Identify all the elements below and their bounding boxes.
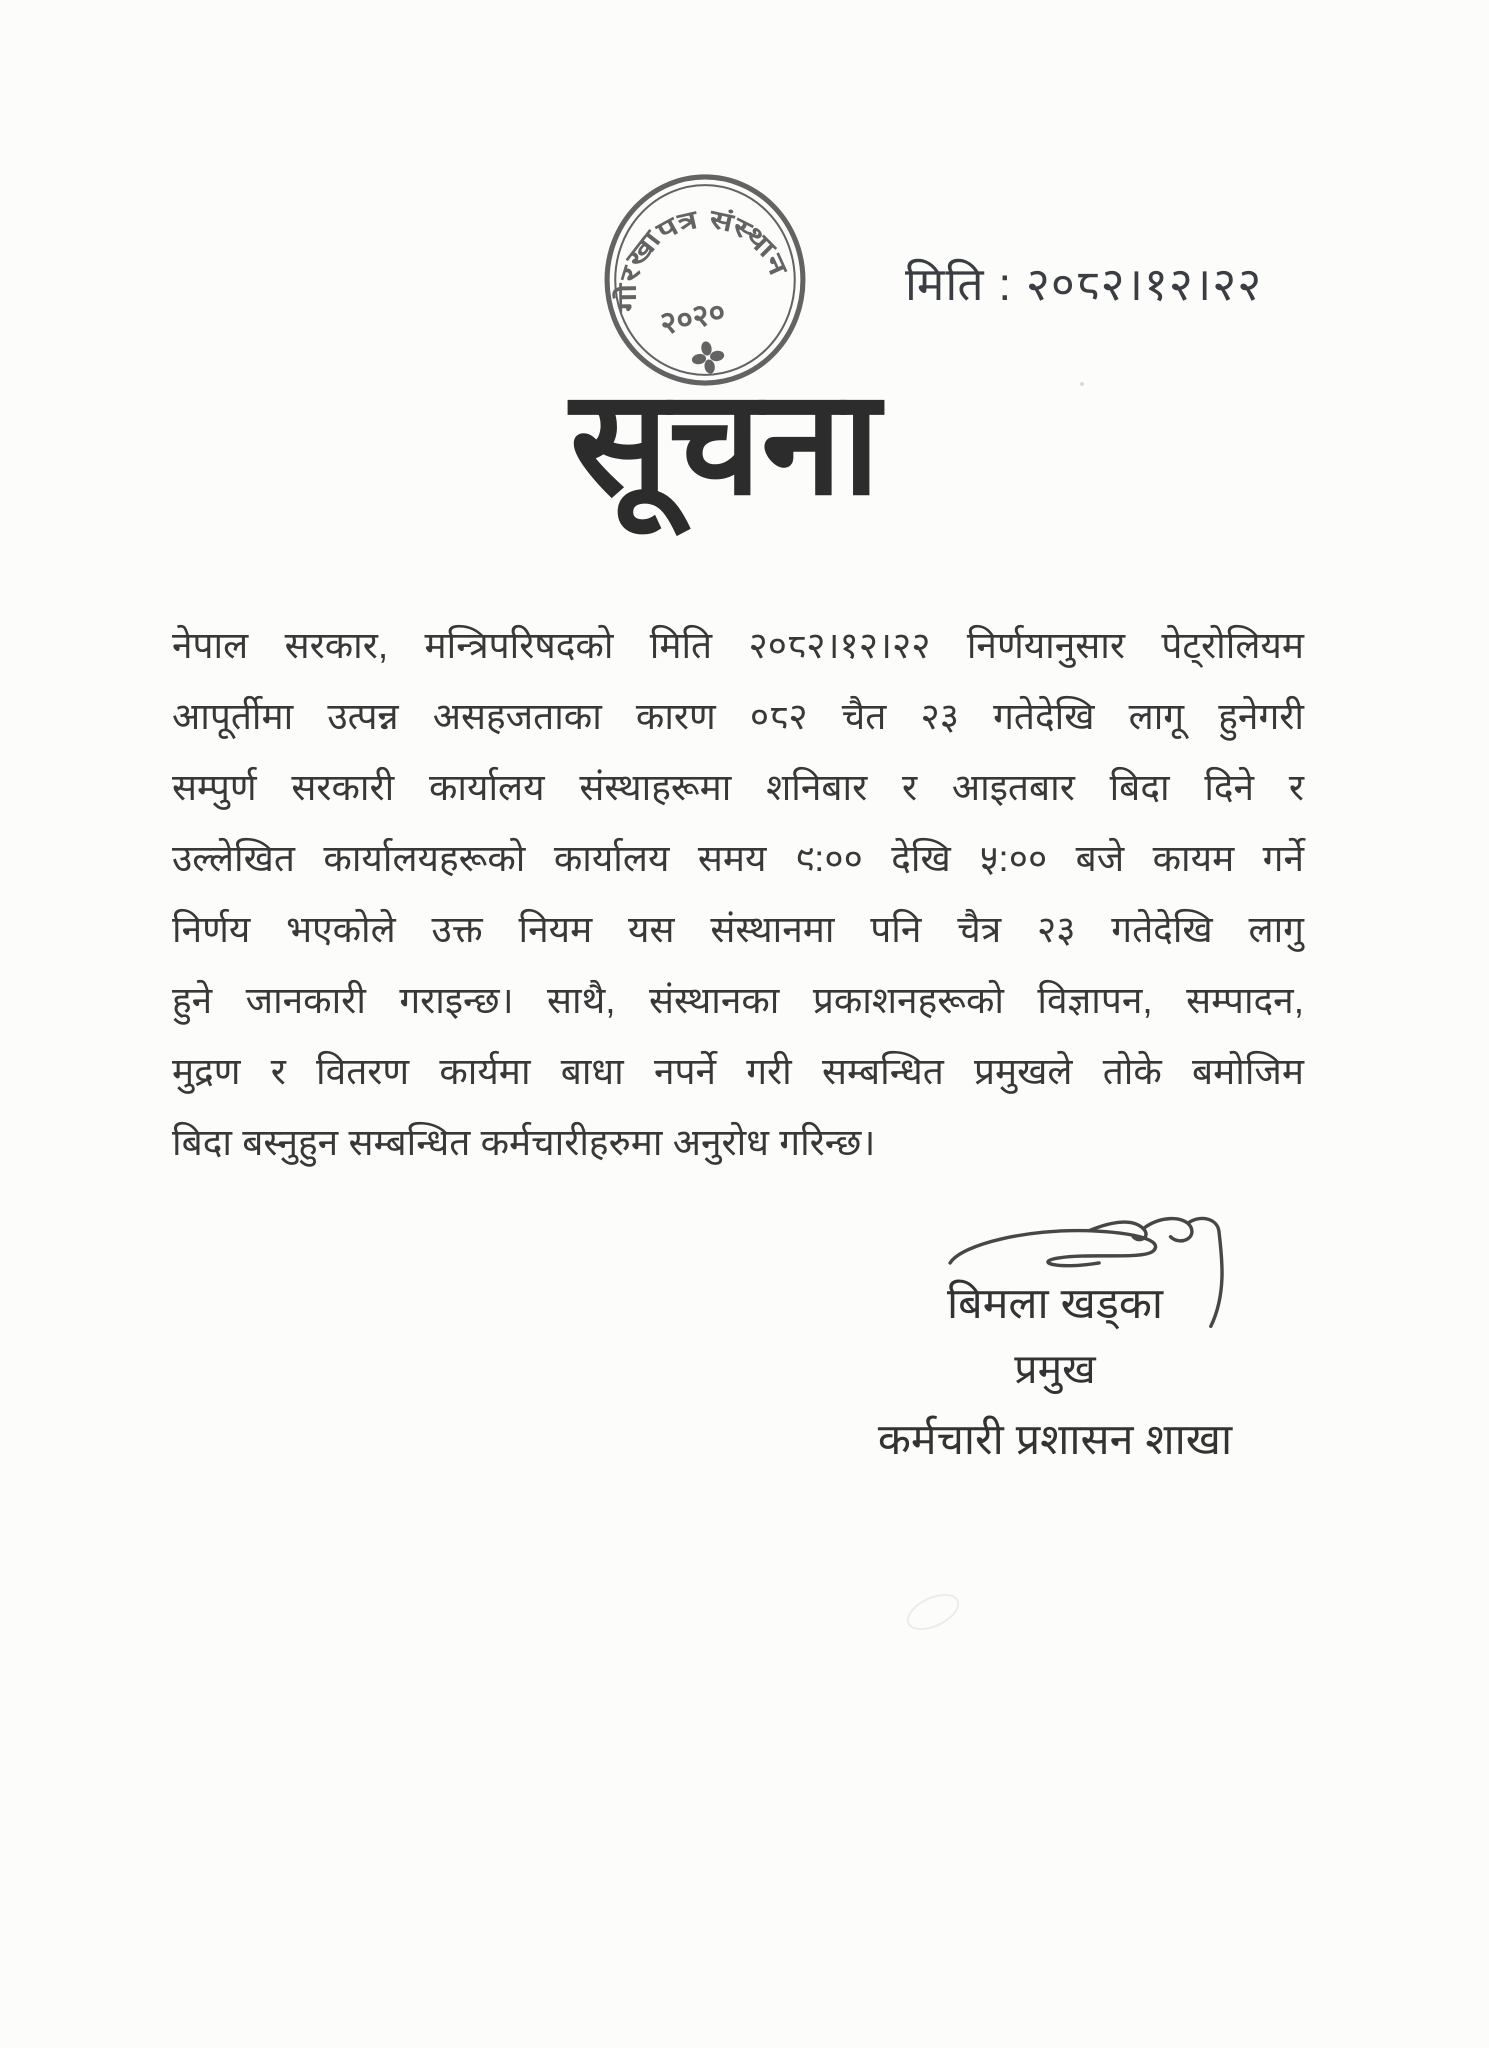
notice-body [172,610,1304,1178]
signatory-department: कर्मचारी प्रशासन शाखा [877,1416,1233,1464]
notice-line: उल्लेखित कार्यालयहरूको कार्यालय समय ९:०० देखि ५:०० बजे कायम गर्ने [172,838,1304,879]
notice-line: निर्णय भएकोले उक्त नियम यस संस्थानमा पनि चैत्र २३ गतेदेखि लागु [172,909,1304,950]
signatory-position: प्रमुख [1014,1346,1096,1392]
scan-speck [1080,382,1084,386]
page-title: सूचना [569,361,881,524]
notice-line: बिदा बस्नुहुन सम्बन्धित कर्मचारीहरुमा अनुरोध गरिन्छ। [172,1122,876,1163]
scan-smudge [901,1587,964,1638]
notice-line: नेपाल सरकार, मन्त्रिपरिषदको मिति २०८२।१२।२२ निर्णयानुसार पेट्रोलियम [172,625,1304,666]
stamp-year-text: २०२० [656,292,729,342]
notice-line: मुद्रण र वितरण कार्यमा बाधा नपर्ने गरी सम्बन्धित प्रमुखले तोके बमोजिम [172,1051,1304,1092]
signatory-name: बिमला खड्का [947,1280,1163,1328]
stamp-organization-text: गोरखापत्र संस्थान [613,205,791,313]
notice-line: हुने जानकारी गराइन्छ। साथै, संस्थानका प्रकाशनहरूको विज्ञापन, सम्पादन, [172,980,1304,1021]
notice-line: आपूर्तीमा उत्पन्न असहजताका कारण ०८२ चैत २३ गतेदेखि लागू हुनेगरी [172,696,1304,737]
notice-line: सम्पुर्ण सरकारी कार्यालय संस्थाहरूमा शनिबार र आइतबार बिदा दिने र [172,767,1304,808]
notice-date: मिति : २०८२।१२।२२ [905,258,1263,310]
